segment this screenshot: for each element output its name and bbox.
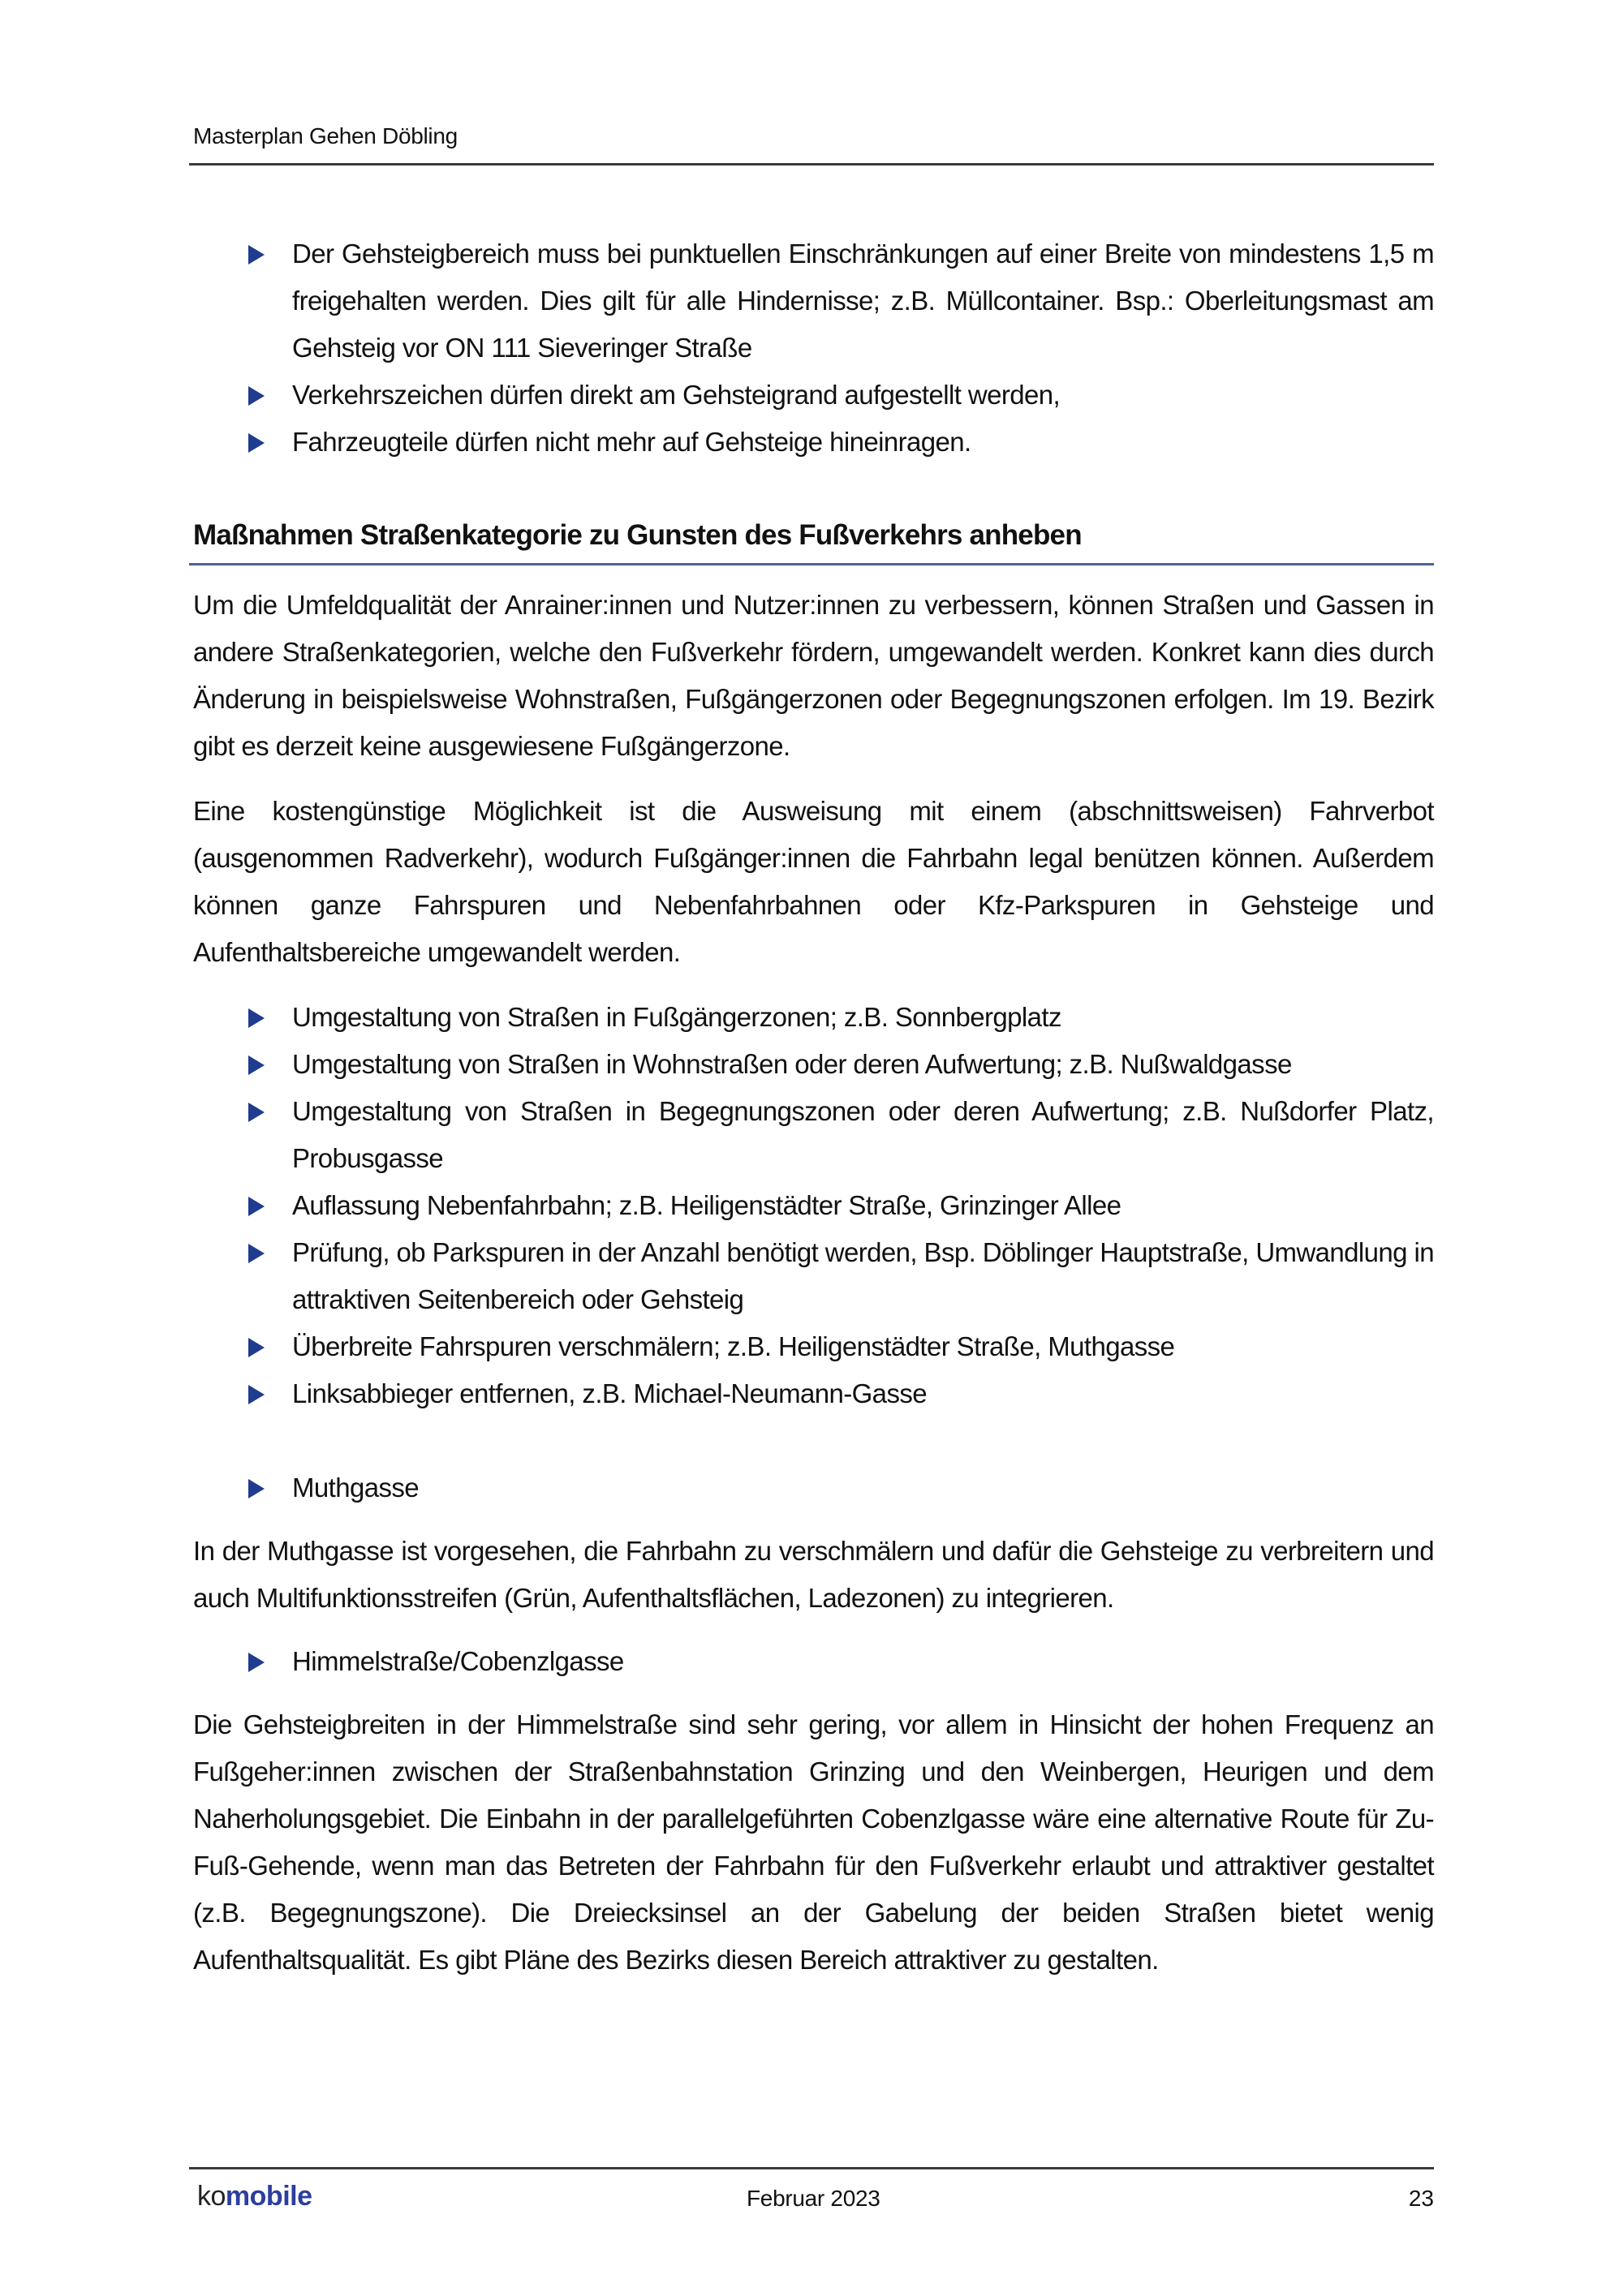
list-item-text: Umgestaltung von Straßen in Wohnstraßen oder deren Aufwertung; z.B. Nußwaldgasse bbox=[292, 1049, 1292, 1079]
example-title bbox=[193, 1638, 1434, 1685]
section-heading: Maßnahmen Straßenkategorie zu Gunsten des Fußverkehrs anheben bbox=[193, 519, 1082, 551]
list-item bbox=[193, 230, 1434, 372]
list-item bbox=[193, 1323, 1434, 1370]
list-item-text: Umgestaltung von Straßen in Begegnungszonen oder deren Aufwertung; z.B. Nußdorfer Platz, Probusgasse bbox=[292, 1096, 1434, 1173]
triangle-bullet-icon bbox=[248, 433, 265, 453]
logo-prefix: ko bbox=[197, 2181, 226, 2212]
list-item bbox=[193, 994, 1434, 1041]
triangle-bullet-icon bbox=[248, 1103, 265, 1122]
page-number: 23 bbox=[1408, 2186, 1434, 2211]
example-title bbox=[193, 1464, 1434, 1511]
list-item bbox=[193, 419, 1434, 466]
list-item bbox=[193, 1088, 1434, 1182]
triangle-bullet-icon bbox=[248, 1338, 265, 1357]
list-item-text: Auflassung Nebenfahrbahn; z.B. Heiligenstädter Straße, Grinzinger Allee bbox=[292, 1190, 1121, 1220]
list-item bbox=[193, 1229, 1434, 1323]
triangle-bullet-icon bbox=[248, 1653, 265, 1672]
triangle-bullet-icon bbox=[248, 386, 265, 406]
triangle-bullet-icon bbox=[248, 1008, 265, 1028]
triangle-bullet-icon bbox=[248, 245, 265, 264]
running-header-title: Masterplan Gehen Döbling bbox=[193, 123, 458, 148]
example-title-list bbox=[193, 1638, 1434, 1685]
komobile-logo bbox=[197, 2181, 312, 2212]
triangle-bullet-icon bbox=[248, 1479, 265, 1498]
list-item bbox=[193, 1370, 1434, 1417]
example-title-text: Muthgasse bbox=[292, 1473, 420, 1503]
triangle-bullet-icon bbox=[248, 1197, 265, 1216]
paragraph: Um die Umfeldqualität der Anrainer:innen und Nutzer:innen zu verbessern, können Straßen und Gassen in andere Straßenkategorien, welche den Fußverkehr fördern, umgewandelt werden. Konkret kann dies durch Änderung in beispielsweise Wohnstraßen, Fußgängerzonen oder Begegnungszonen erfolgen. Im 19. Bezirk gibt es derzeit keine ausgewiesene Fußgängerzone. bbox=[193, 590, 1434, 761]
example-paragraph: Die Gehsteigbreiten in der Himmelstraße sind sehr gering, vor allem in Hinsicht der hohen Frequenz an Fußgeher:innen zwischen der Straßenbahnstation Grinzing und den Weinbergen, Heurigen und dem Naherholungsgebiet. Die Einbahn in der parallelgeführten Cobenzlgasse wäre eine alternative Route für Zu-Fuß-Gehende, wenn man das Betreten der Fahrbahn für den Fußverkehr erlaubt und attraktiver gestaltet (z.B. Begegnungszone). Die Dreiecksinsel an der Gabelung der beiden Straßen bietet wenig Aufenthaltsqualität. Es gibt Pläne des Bezirks diesen Bereich attraktiver zu gestalten. bbox=[193, 1709, 1434, 1975]
list-item-text: Prüfung, ob Parkspuren in der Anzahl benötigt werden, Bsp. Döblinger Hauptstraße, Umwandlung in attraktiven Seitenbereich oder Gehsteig bbox=[292, 1237, 1434, 1314]
measures-bullet-list bbox=[193, 994, 1434, 1417]
triangle-bullet-icon bbox=[248, 1056, 265, 1075]
list-item bbox=[193, 1182, 1434, 1229]
header-divider bbox=[189, 163, 1434, 166]
footer-date: Februar 2023 bbox=[747, 2186, 880, 2211]
paragraph: Eine kostengünstige Möglichkeit ist die Ausweisung mit einem (abschnittsweisen) Fahrverbot (ausgenommen Radverkehr), wodurch Fußgänger:innen die Fahrbahn legal benützen können. Außerdem können ganze Fahrspuren und Nebenfahrbahnen oder Kfz-Parkspuren in Gehsteige und Aufenthaltsbereiche umgewandelt werden. bbox=[193, 796, 1434, 967]
list-item bbox=[193, 372, 1434, 419]
list-item-text: Überbreite Fahrspuren verschmälern; z.B. Heiligenstädter Straße, Muthgasse bbox=[292, 1331, 1175, 1361]
page-content bbox=[193, 230, 1434, 1984]
list-item-text: Der Gehsteigbereich muss bei punktuellen Einschränkungen auf einer Breite von mindestens 1,5 m freigehalten werden. Dies gilt für alle Hindernisse; z.B. Müllcontainer. Bsp.: Oberleitungsmast am Gehsteig vor ON 111 Sieveringer Straße bbox=[292, 239, 1434, 363]
example-title-list bbox=[193, 1464, 1434, 1511]
list-item bbox=[193, 1041, 1434, 1088]
triangle-bullet-icon bbox=[248, 1244, 265, 1263]
list-item-text: Umgestaltung von Straßen in Fußgängerzonen; z.B. Sonnbergplatz bbox=[292, 1002, 1061, 1032]
list-item-text: Linksabbieger entfernen, z.B. Michael-Neumann-Gasse bbox=[292, 1378, 927, 1408]
logo-suffix: mobile bbox=[225, 2181, 312, 2212]
intro-bullet-list bbox=[193, 230, 1434, 466]
footer-divider bbox=[189, 2167, 1434, 2169]
example-title-text: Himmelstraße/Cobenzlgasse bbox=[292, 1646, 624, 1676]
triangle-bullet-icon bbox=[248, 1385, 265, 1404]
example-paragraph: In der Muthgasse ist vorgesehen, die Fahrbahn zu verschmälern und dafür die Gehsteige zu verbreitern und auch Multifunktionsstreifen (Grün, Aufenthaltsflächen, Ladezonen) zu integrieren. bbox=[193, 1536, 1434, 1613]
list-item-text: Fahrzeugteile dürfen nicht mehr auf Gehsteige hineinragen. bbox=[292, 427, 971, 457]
list-item-text: Verkehrszeichen dürfen direkt am Gehsteigrand aufgestellt werden, bbox=[292, 380, 1061, 410]
